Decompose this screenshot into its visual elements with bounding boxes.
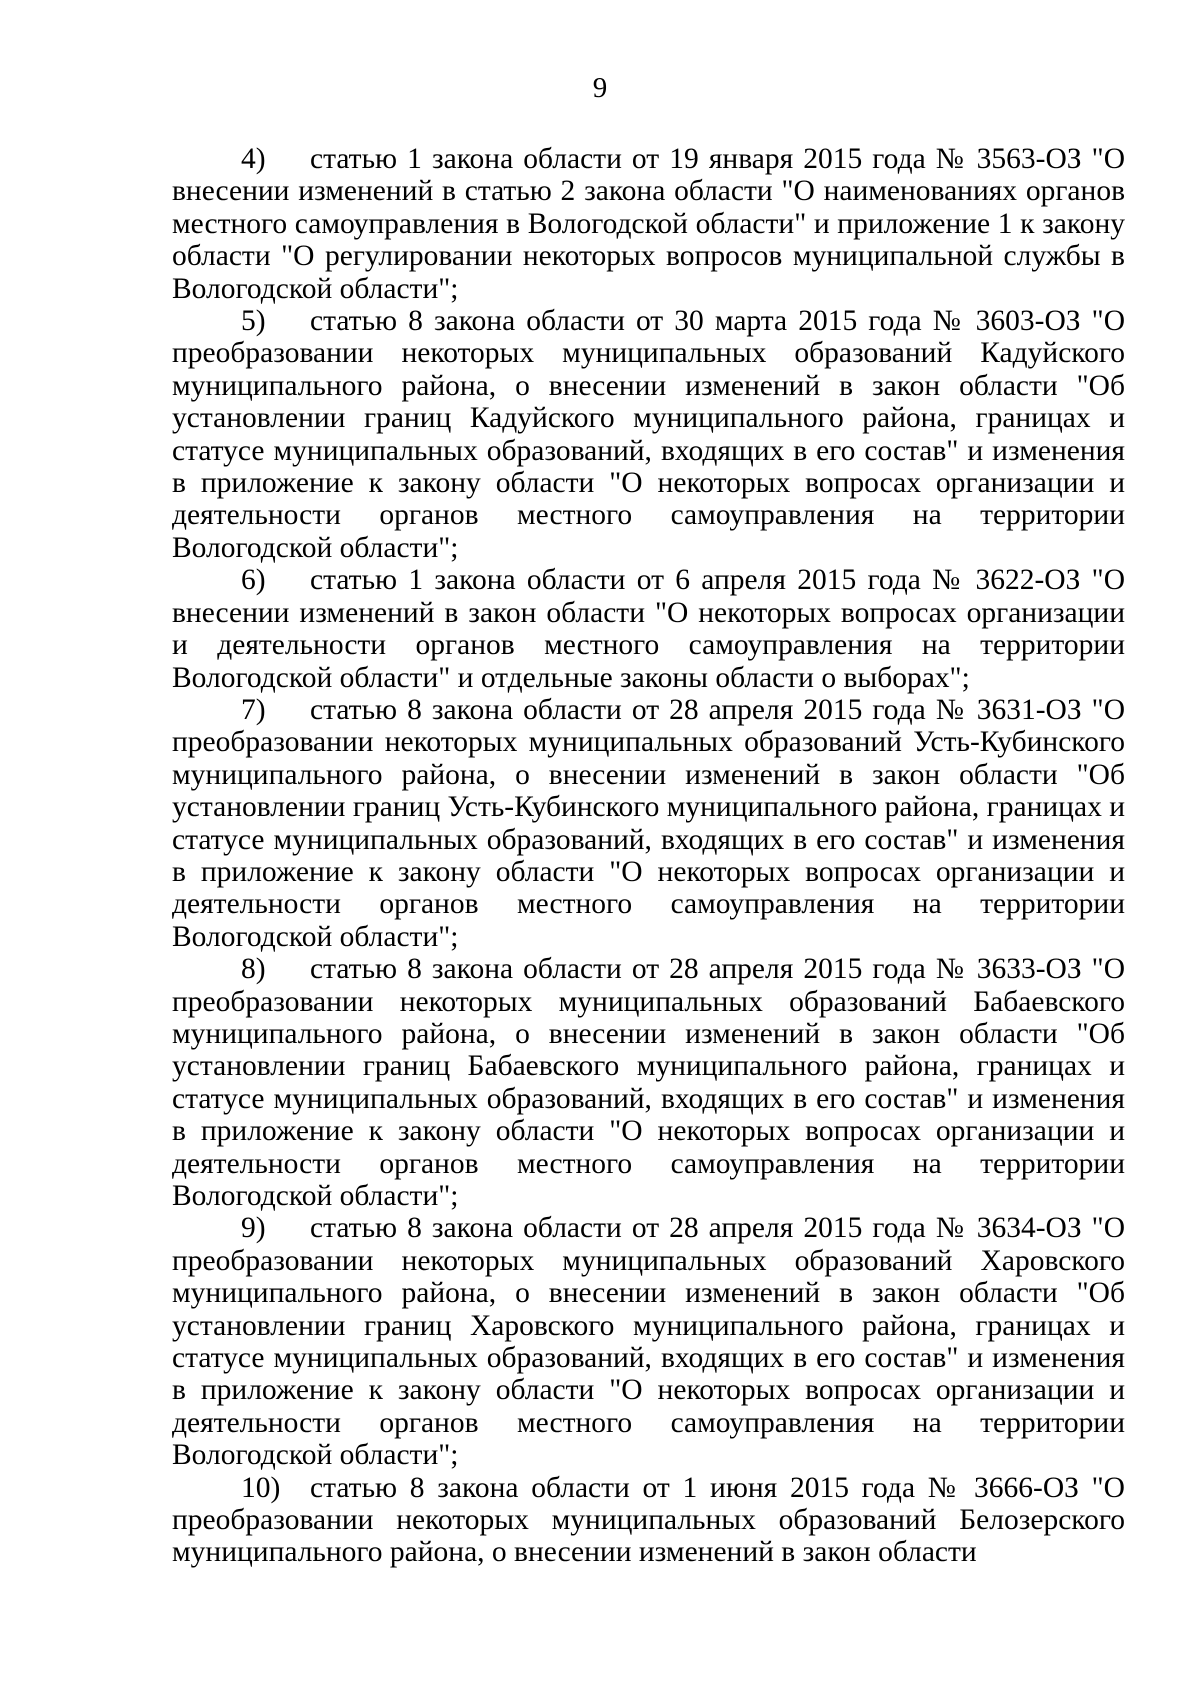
list-item	[172, 694, 1125, 953]
item-text: статью 8 закона области от 28 апреля 2015 года № 3634-ОЗ "О преобразовании некоторых муниципальных образований Харовского муниципального района, о внесении изменений в закон области "Об установлении границ Харовского муниципального района, границах и статусе муниципальных образований, входящих в его состав" и изменения в приложение к закону области "О некоторых вопросах организации и деятельности органов местного самоуправления на территории Вологодской области";	[172, 1212, 1125, 1472]
item-text: статью 8 закона области от 28 апреля 2015 года № 3631-ОЗ "О преобразовании некоторых муниципальных образований Усть-Кубинского муниципального района, о внесении изменений в закон области "Об установлении границ Усть-Кубинского муниципального района, границах и статусе муниципальных образований, входящих в его состав" и изменения в приложение к закону области "О некоторых вопросах организации и деятельности органов местного самоуправления на территории Вологодской области";	[172, 693, 1125, 953]
item-text: статью 8 закона области от 1 июня 2015 года № 3666-ОЗ "О преобразовании некоторых муниципальных образований Белозерского муниципального района, о внесении изменений в закон области	[172, 1471, 1125, 1569]
item-text: статью 8 закона области от 28 апреля 2015 года № 3633-ОЗ "О преобразовании некоторых муниципальных образований Бабаевского муниципального района, о внесении изменений в закон области "Об установлении границ Бабаевского муниципального района, границах и статусе муниципальных образований, входящих в его состав" и изменения в приложение к закону области "О некоторых вопросах организации и деятельности органов местного самоуправления на территории Вологодской области";	[172, 953, 1125, 1212]
list-item	[172, 305, 1125, 564]
item-number: 5)	[241, 305, 266, 338]
item-number: 9)	[241, 1212, 266, 1245]
list-item	[172, 953, 1125, 1212]
list-item	[172, 1212, 1125, 1471]
item-number: 10)	[241, 1471, 281, 1504]
page-number: 9	[592, 72, 608, 104]
item-number: 7)	[241, 693, 266, 726]
item-text: статью 1 закона области от 19 января 2015 года № 3563-ОЗ "О внесении изменений в статью 2 закона области "О наименованиях органов местного самоуправления в Вологодской области" и приложение 1 к закону области "О регулировании некоторых вопросов муниципальной службы в Вологодской области";	[172, 143, 1125, 305]
item-number: 8)	[241, 953, 266, 986]
item-text: статью 1 закона области от 6 апреля 2015 года № 3622-ОЗ "О внесении изменений в закон области "О некоторых вопросах организации и деятельности органов местного самоуправления на территории Вологодской области" и отдельные законы области о выборах";	[172, 564, 1125, 694]
list-item	[172, 564, 1125, 694]
item-number: 4)	[241, 143, 266, 175]
item-number: 6)	[241, 564, 266, 597]
list-item	[172, 143, 1125, 305]
list-item	[172, 1472, 1125, 1569]
item-text: статью 8 закона области от 30 марта 2015 года № 3603-ОЗ "О преобразовании некоторых муниципальных образований Кадуйского муниципального района, о внесении изменений в закон области "Об установлении границ Кадуйского муниципального района, границах и статусе муниципальных образований, входящих в его состав" и изменения в приложение к закону области "О некоторых вопросах организации и деятельности органов местного самоуправления на территории Вологодской области";	[172, 305, 1125, 564]
document-body	[172, 143, 1125, 1569]
